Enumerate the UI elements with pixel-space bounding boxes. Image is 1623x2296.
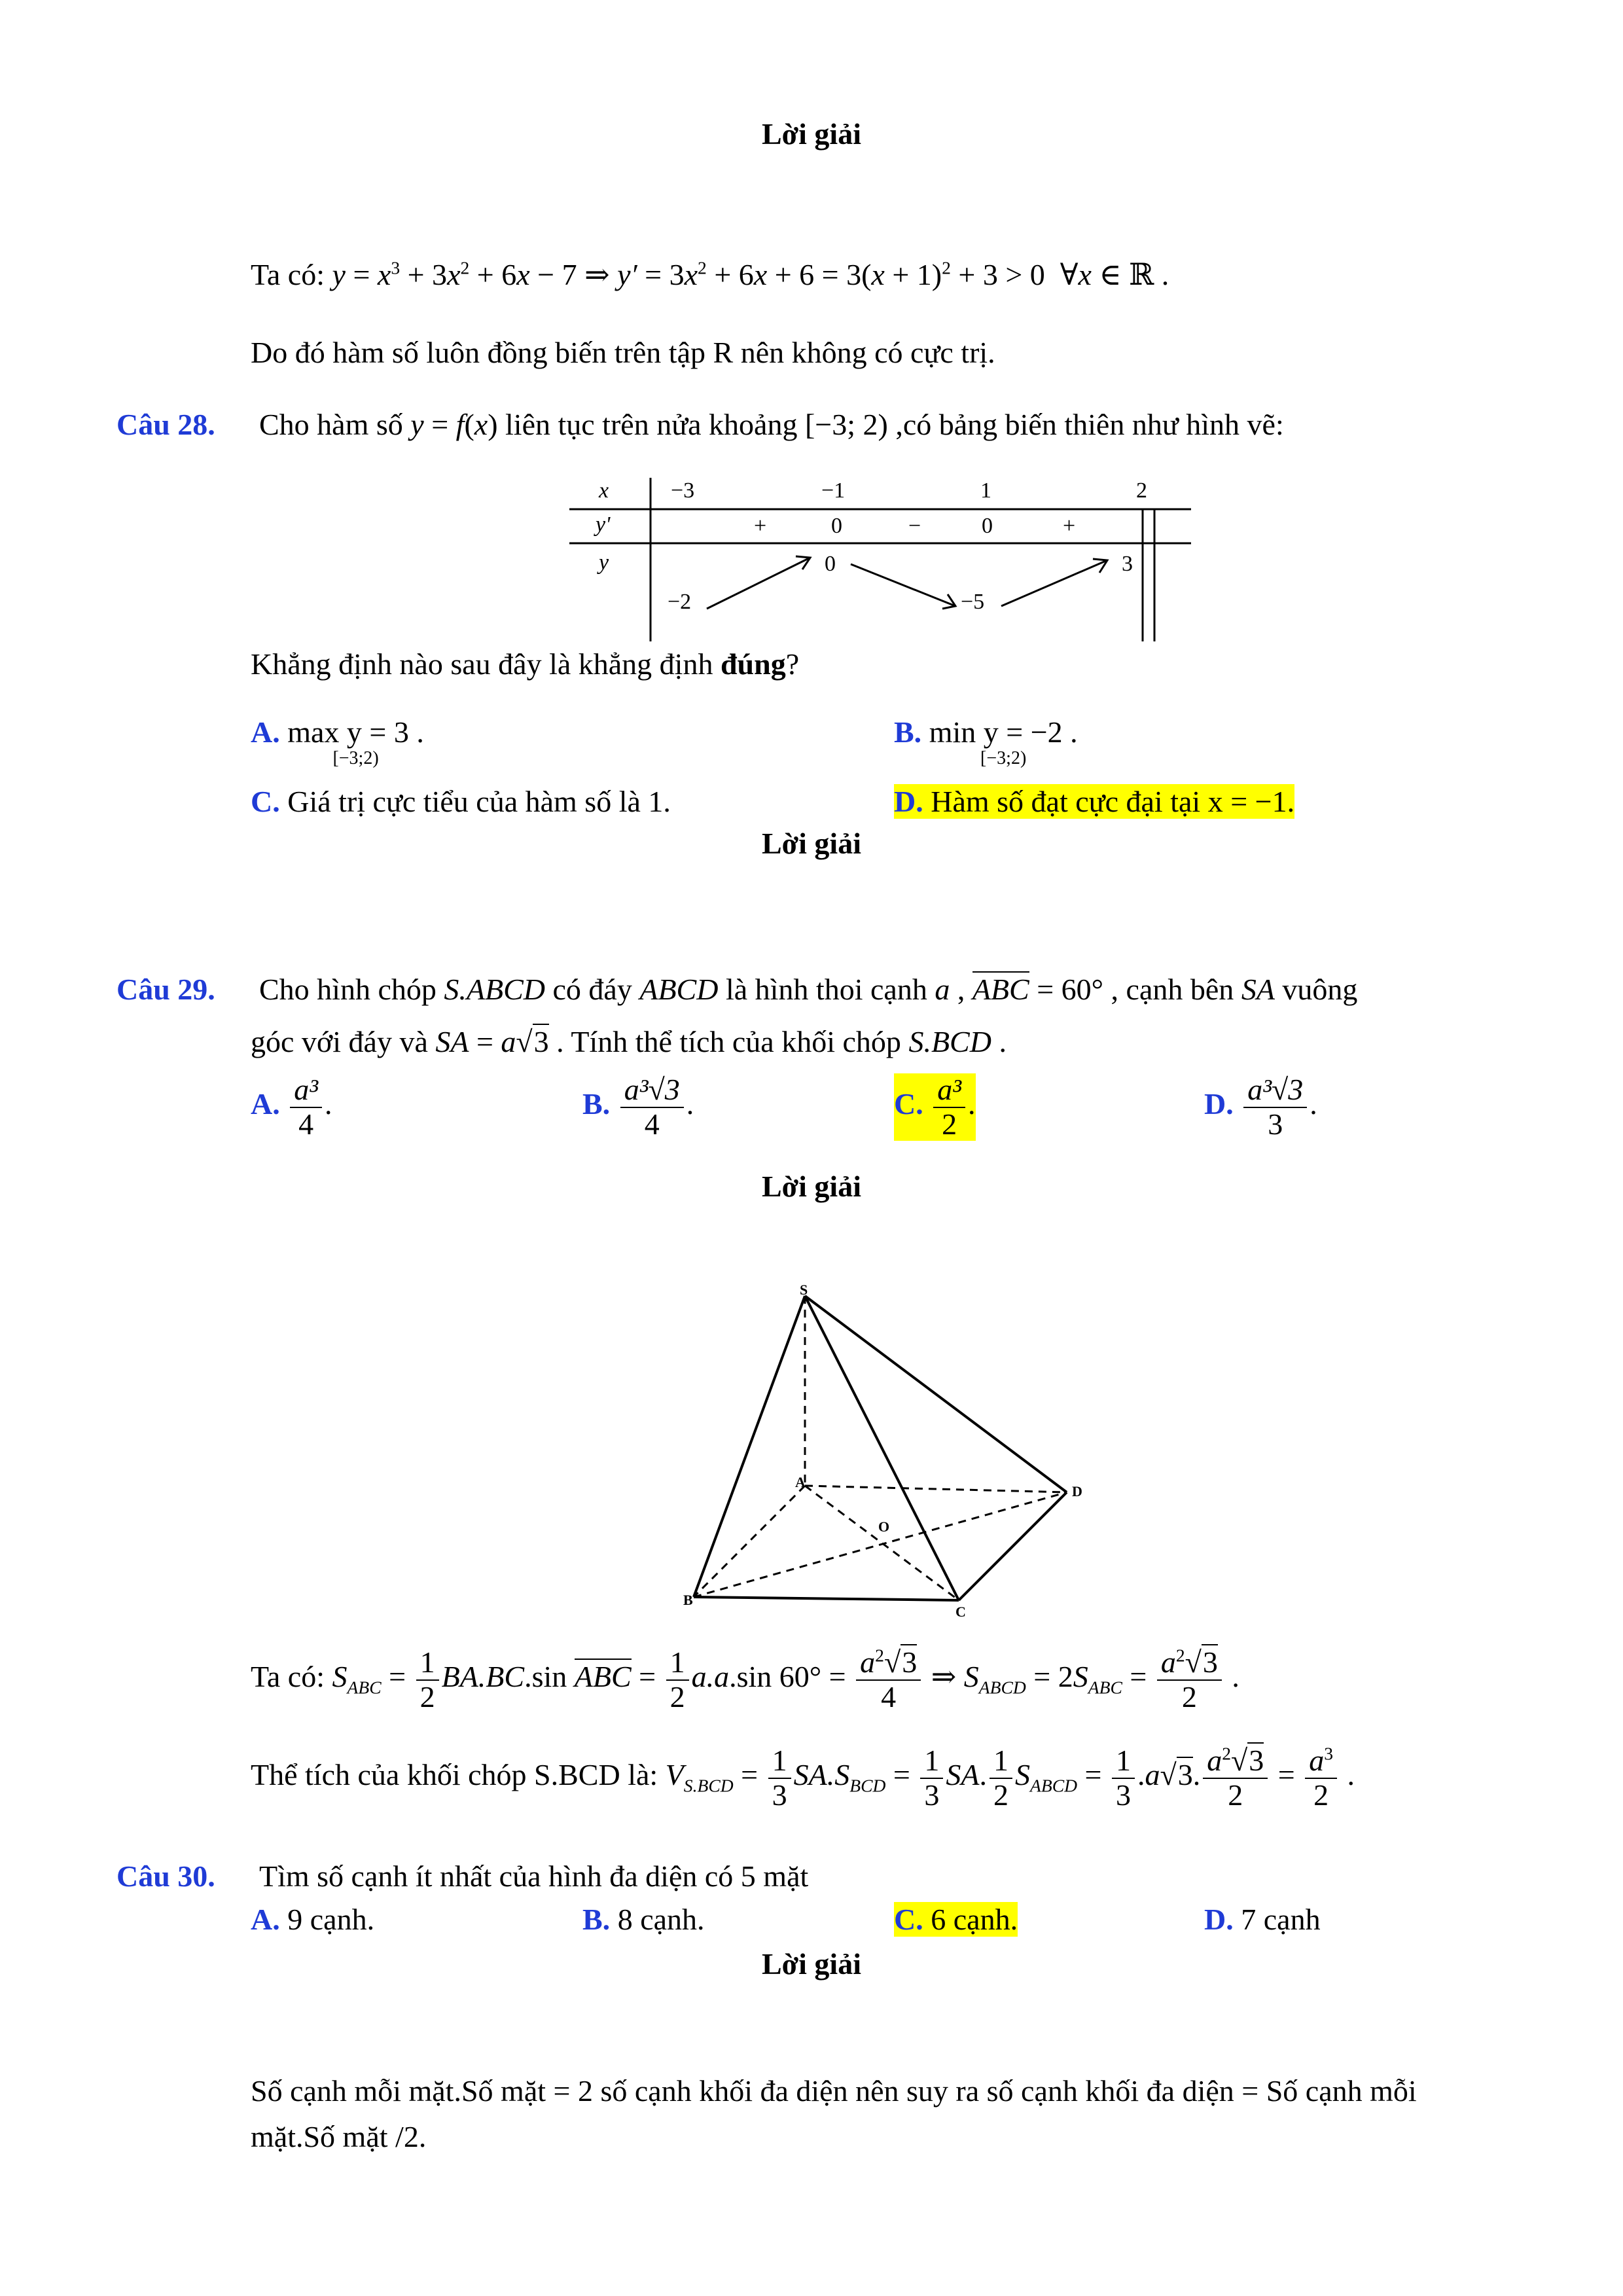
q29-option-b[interactable]: B. $\frac{\text{a³√3}}{4}$ . — [582, 1073, 694, 1141]
y-value: −5 — [961, 590, 985, 614]
vertex-s: S — [800, 1283, 808, 1298]
q29-option-d[interactable]: D. $\frac{\text{a³√3}}{3}$ . — [1204, 1073, 1317, 1141]
q29-stem-line1: Cho hình chóp S.ABCD có đáy ABCD là hình thoi cạnh a , ABC = 60° , cạnh bên SA vuông — [259, 973, 1358, 1006]
q28-option-a[interactable]: A. max y = 3 . [−3;2) — [251, 715, 424, 768]
vertex-c: C — [955, 1604, 966, 1620]
q28-solution-title: Lời giải — [762, 827, 861, 860]
q29-stem-line2: góc với đáy và SA = a√3 . Tính thể tích của khối chóp S.BCD . — [251, 1025, 1007, 1058]
q30-option-b[interactable]: B. 8 cạnh. — [582, 1903, 705, 1936]
q27-line1: Ta có: $y = x^3 + 3x^2 + 6x - 7$ ⇒ $y' = 3x^2 + 6x + 6 = 3(x + 1)^2 + 3 > 0$ ∀x ∈ ℝ . — [251, 257, 1169, 291]
q28-option-b[interactable]: B. min y = −2 . [−3;2) — [894, 715, 1078, 768]
y-value: −2 — [668, 590, 692, 614]
q30-label: Câu 30. — [116, 1859, 215, 1893]
q29-solution-line2: Thể tích của khối chóp S.BCD là: $V_{S.BCD}$ = $\frac{1}{3}$ $SA.S_{BCD}$ = $\frac{1}{3}$ SA. $\frac{1}{2}$ $S_{ABCD}$ = $\frac{1}{3}$ .a√3. $\frac{a^2√3}{2}$ = $\frac{a^3}{2}$ . — [251, 1743, 1355, 1812]
q29-solution-line1: Ta có: $S_{ABC}$ = $\frac{1}{2}$ BA.BC.sin ABC = $\frac{1}{2}$ a.a.sin 60° = $\frac{a^2√3}{4}$ ⇒ $S_{ABCD} = 2S_{ABC}$ = $\frac{a^2√3}{2}$ . — [251, 1645, 1240, 1713]
q30-solution-title: Lời giải — [762, 1947, 861, 1981]
x-value: 2 — [1136, 478, 1147, 503]
q30-option-d[interactable]: D. 7 cạnh — [1204, 1903, 1321, 1936]
q28-option-c[interactable]: C. Giá trị cực tiểu của hàm số là 1. — [251, 785, 671, 818]
y-value: 0 — [825, 552, 836, 576]
x-value: −3 — [671, 478, 695, 503]
sign: + — [1063, 514, 1076, 538]
q30-option-c[interactable]: C. 6 cạnh. — [894, 1903, 1018, 1936]
variation-table — [569, 478, 1198, 648]
sign: + — [754, 514, 767, 538]
q28-question: Khẳng định nào sau đây là khẳng định đúng? — [251, 647, 800, 681]
q27-line2: Do đó hàm số luôn đồng biến trên tập R nên không có cực trị. — [251, 336, 995, 369]
vertex-a: A — [795, 1474, 806, 1490]
q29-option-c[interactable]: C. $\frac{\text{a³}}{2}$ . — [894, 1073, 976, 1141]
q30-stem: Tìm số cạnh ít nhất của hình đa diện có 5 mặt — [259, 1859, 809, 1893]
page-title: Lời giải — [762, 117, 861, 151]
vertex-b: B — [683, 1592, 693, 1608]
q30-solution-line2: mặt.Số mặt /2. — [251, 2120, 427, 2153]
y-value: 3 — [1122, 552, 1133, 576]
q30-solution-line1: Số cạnh mỗi mặt.Số mặt = 2 số cạnh khối đa diện nên suy ra số cạnh khối đa diện = Số cạnh mỗi — [251, 2074, 1417, 2108]
x-value: −1 — [821, 478, 846, 503]
sign: 0 — [831, 514, 842, 538]
sign: 0 — [982, 514, 993, 538]
vertex-o: O — [878, 1518, 890, 1535]
pyramid-figure — [674, 1283, 1119, 1623]
q29-option-a[interactable]: A. $\frac{\text{a³}}{4}$ . — [251, 1073, 332, 1141]
q28-label: Câu 28. — [116, 408, 215, 441]
q28-stem: Cho hàm số y = f(x) liên tục trên nửa khoảng [−3; 2) ,có bảng biến thiên như hình vẽ: — [259, 408, 1284, 441]
q29-label: Câu 29. — [116, 973, 215, 1006]
x-value: 1 — [980, 478, 991, 503]
row-label-yprime: y' — [596, 512, 611, 537]
vertex-d: D — [1072, 1483, 1082, 1499]
q28-option-d[interactable]: D. Hàm số đạt cực đại tại x = −1. — [894, 785, 1295, 818]
row-label-y: y — [599, 550, 609, 575]
sign: − — [908, 514, 921, 538]
q29-solution-title: Lời giải — [762, 1170, 861, 1203]
row-label-x: x — [599, 478, 609, 503]
q30-option-a[interactable]: A. 9 cạnh. — [251, 1903, 375, 1936]
